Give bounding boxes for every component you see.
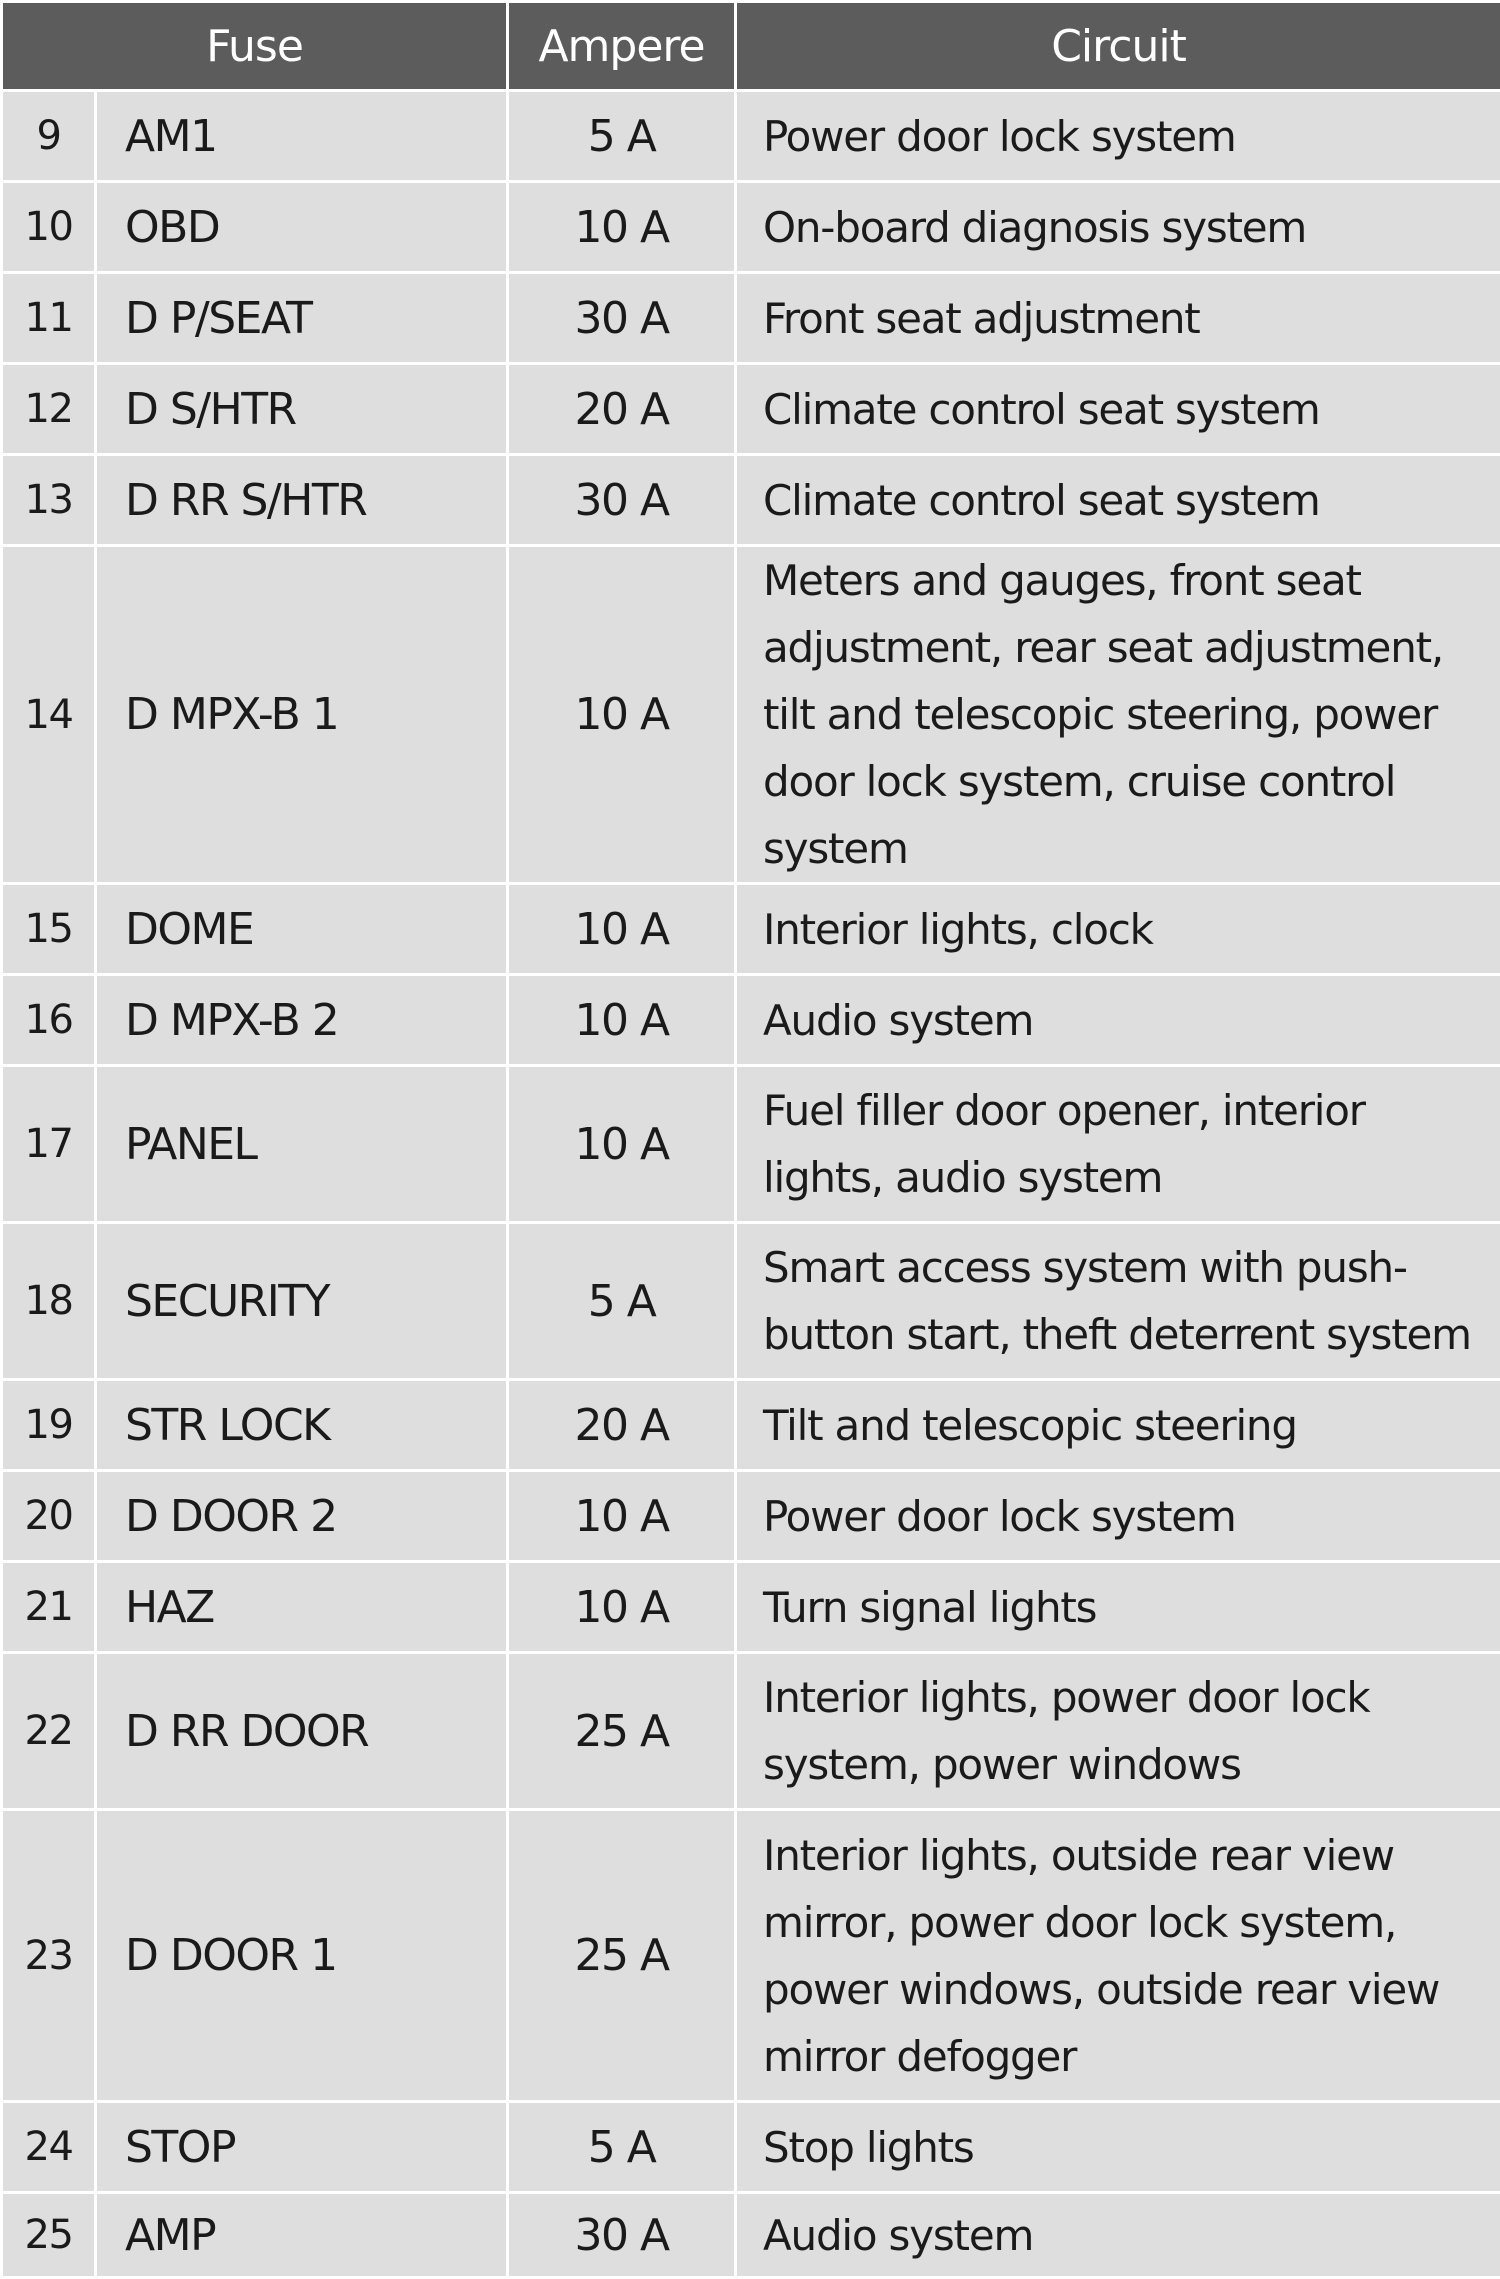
- fuse-ampere: 30 A: [508, 2193, 736, 2278]
- fuse-circuit: Climate control seat system: [736, 455, 1500, 546]
- table-row: [2, 1471, 1500, 1562]
- fuse-circuit: Climate control seat system: [736, 364, 1500, 455]
- fuse-name: D S/HTR: [96, 364, 508, 455]
- fuse-ampere: 5 A: [508, 91, 736, 182]
- table-row: [2, 1653, 1500, 1810]
- fuse-circuit: Power door lock system: [736, 91, 1500, 182]
- fuse-number: 19: [2, 1380, 96, 1471]
- fuse-ampere: 20 A: [508, 364, 736, 455]
- fuse-name: STOP: [96, 2102, 508, 2193]
- table-row: [2, 91, 1500, 182]
- header-row: [2, 2, 1500, 91]
- fuse-circuit: Fuel filler door opener, interior lights, audio system: [736, 1066, 1500, 1223]
- fuse-number: 18: [2, 1223, 96, 1380]
- fuse-name: AM1: [96, 91, 508, 182]
- table-row: [2, 884, 1500, 975]
- fuse-number: 24: [2, 2102, 96, 2193]
- table-row: [2, 975, 1500, 1066]
- fuse-ampere: 5 A: [508, 1223, 736, 1380]
- fuse-ampere: 30 A: [508, 273, 736, 364]
- fuse-name: PANEL: [96, 1066, 508, 1223]
- fuse-circuit: Stop lights: [736, 2102, 1500, 2193]
- fuse-name: OBD: [96, 182, 508, 273]
- table-row: [2, 2102, 1500, 2193]
- fuse-ampere: 25 A: [508, 1653, 736, 1810]
- table-row: [2, 1810, 1500, 2102]
- fuse-name: STR LOCK: [96, 1380, 508, 1471]
- fuse-ampere: 10 A: [508, 1562, 736, 1653]
- header-circuit: Circuit: [736, 2, 1500, 91]
- table-row: [2, 273, 1500, 364]
- fuse-number: 25: [2, 2193, 96, 2278]
- fuse-number: 15: [2, 884, 96, 975]
- table-row: [2, 364, 1500, 455]
- fuse-circuit: On-board diagnosis system: [736, 182, 1500, 273]
- fuse-name: D DOOR 2: [96, 1471, 508, 1562]
- fuse-circuit: Interior lights, clock: [736, 884, 1500, 975]
- header-fuse: Fuse: [2, 2, 508, 91]
- fuse-number: 20: [2, 1471, 96, 1562]
- fuse-name: AMP: [96, 2193, 508, 2278]
- fuse-circuit: Turn signal lights: [736, 1562, 1500, 1653]
- fuse-number: 12: [2, 364, 96, 455]
- fuse-number: 11: [2, 273, 96, 364]
- table-row: [2, 546, 1500, 884]
- fuse-circuit: Tilt and telescopic steering: [736, 1380, 1500, 1471]
- fuse-number: 23: [2, 1810, 96, 2102]
- fuse-circuit: Meters and gauges, front seat adjustment, rear seat adjustment, tilt and telescopic steering, power door lock system, cruise control system: [736, 546, 1500, 884]
- fuse-number: 14: [2, 546, 96, 884]
- table-header: [2, 2, 1500, 91]
- table-row: [2, 1223, 1500, 1380]
- fuse-ampere: 10 A: [508, 1066, 736, 1223]
- fuse-name: D P/SEAT: [96, 273, 508, 364]
- fuse-number: 10: [2, 182, 96, 273]
- fuse-ampere: 10 A: [508, 1471, 736, 1562]
- fuse-name: D RR DOOR: [96, 1653, 508, 1810]
- fuse-name: D RR S/HTR: [96, 455, 508, 546]
- table-row: [2, 455, 1500, 546]
- fuse-circuit: Audio system: [736, 975, 1500, 1066]
- table-row: [2, 1380, 1500, 1471]
- fuse-ampere: 5 A: [508, 2102, 736, 2193]
- fuse-number: 17: [2, 1066, 96, 1223]
- fuse-name: DOME: [96, 884, 508, 975]
- fuse-number: 21: [2, 1562, 96, 1653]
- fuse-ampere: 25 A: [508, 1810, 736, 2102]
- fuse-ampere: 10 A: [508, 884, 736, 975]
- fuse-name: D DOOR 1: [96, 1810, 508, 2102]
- table-body: [2, 91, 1500, 2278]
- fuse-name: D MPX-B 2: [96, 975, 508, 1066]
- fuse-ampere: 30 A: [508, 455, 736, 546]
- header-ampere: Ampere: [508, 2, 736, 91]
- table-row: [2, 1562, 1500, 1653]
- fuse-name: D MPX-B 1: [96, 546, 508, 884]
- fuse-name: SECURITY: [96, 1223, 508, 1380]
- fuse-circuit: Interior lights, power door lock system, power windows: [736, 1653, 1500, 1810]
- fuse-number: 13: [2, 455, 96, 546]
- fuse-number: 22: [2, 1653, 96, 1810]
- table-row: [2, 1066, 1500, 1223]
- fuse-ampere: 10 A: [508, 975, 736, 1066]
- fuse-number: 9: [2, 91, 96, 182]
- fuse-circuit: Smart access system with push-button start, theft deterrent system: [736, 1223, 1500, 1380]
- fuse-circuit: Power door lock system: [736, 1471, 1500, 1562]
- fuse-circuit: Interior lights, outside rear view mirror, power door lock system, power windows, outside rear view mirror defogger: [736, 1810, 1500, 2102]
- fuse-number: 16: [2, 975, 96, 1066]
- fuse-circuit: Audio system: [736, 2193, 1500, 2278]
- fuse-ampere: 10 A: [508, 546, 736, 884]
- table-row: [2, 2193, 1500, 2278]
- fuse-ampere: 10 A: [508, 182, 736, 273]
- fuse-name: HAZ: [96, 1562, 508, 1653]
- table-row: [2, 182, 1500, 273]
- fuse-ampere: 20 A: [508, 1380, 736, 1471]
- fuse-circuit: Front seat adjustment: [736, 273, 1500, 364]
